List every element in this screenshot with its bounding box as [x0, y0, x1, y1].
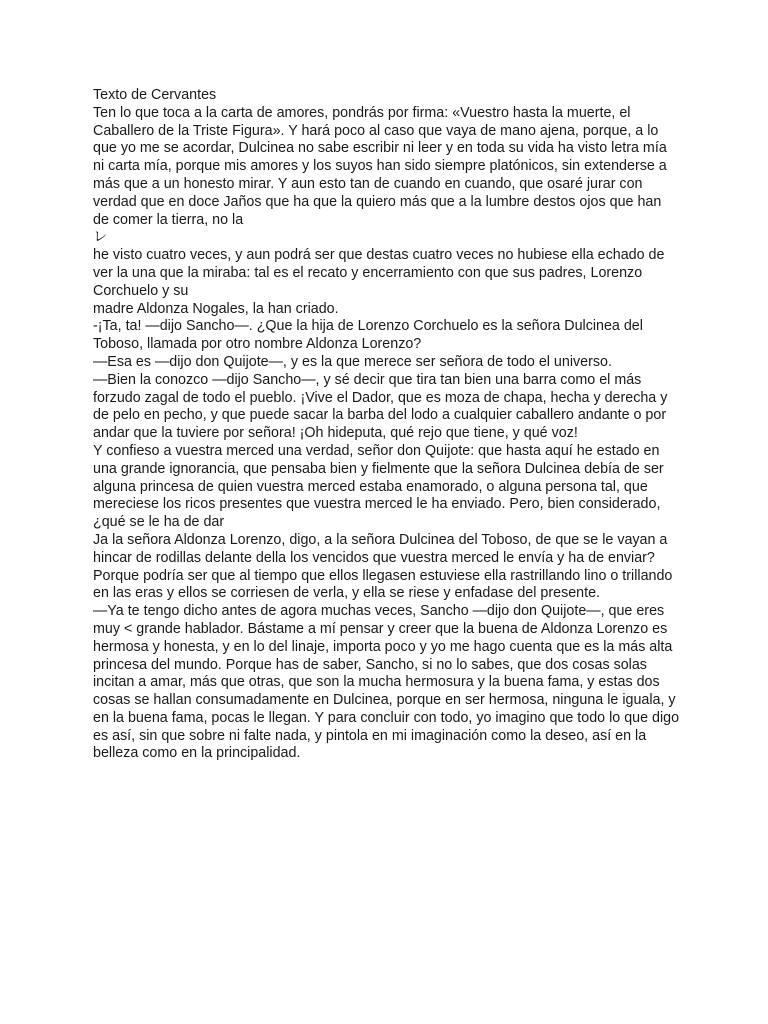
text-line: en las eras y ellos se corriesen de verla, y ella se riese y enfadase del presente.: [93, 585, 601, 602]
text-line: de pelo en pecho, y que puede sacar la barba del lodo a cualquier caballero andante o por: [93, 407, 667, 424]
text-line: -¡Ta, ta! —dijo Sancho—. ¿Que la hija de Lorenzo Corchuelo es la señora Dulcinea del: [93, 318, 643, 335]
text-line: レ: [93, 229, 108, 246]
text-line: de comer la tierra, no la: [93, 211, 244, 228]
text-line: muy < grande hablador. Bástame a mí pensar y creer que la buena de Aldonza Lorenzo es: [93, 620, 668, 637]
text-line: ni carta mía, porque mis amores y los suyos han sido siempre platónicos, sin extenderse a: [93, 158, 667, 175]
text-line: Caballero de la Triste Figura». Y hará poco al caso que vaya de mano ajena, porque, a lo: [93, 122, 659, 139]
text-line: en la buena fama, pocas le llegan. Y para concluir con todo, yo imagino que todo lo que digo: [93, 709, 680, 726]
text-line: Ten lo que toca a la carta de amores, pondrás por firma: «Vuestro hasta la muerte, el: [93, 104, 631, 121]
text-line: más que a un honesto mirar. Y aun esto tan de cuando en cuando, que osaré jurar con: [93, 175, 643, 192]
text-line: es así, sin que sobre ni falte nada, y pintola en mi imaginación como la deseo, así en la: [93, 727, 647, 744]
text-line: Toboso, llamada por otro nombre Aldonza Lorenzo?: [93, 336, 422, 353]
text-line: hincar de rodillas delante della los vencidos que vuestra merced le envía y ha de enviar?: [93, 549, 655, 566]
text-line: forzudo zagal de todo el pueblo. ¡Vive el Dador, que es moza de chapa, hecha y derecha y: [93, 389, 668, 406]
text-line: ver la una que la miraba: tal es el recato y encerramiento con que sus padres, Lorenzo: [93, 264, 643, 281]
text-line: —Ya te tengo dicho antes de agora muchas veces, Sancho —dijo don Quijote—, que eres: [93, 603, 665, 620]
text-line: madre Aldonza Nogales, la han criado.: [93, 300, 339, 317]
text-line: verdad que en doce Jaños que ha que la quiero más que a la lumbre destos ojos que han: [93, 193, 662, 210]
text-line: ¿qué se le ha de dar: [93, 514, 225, 531]
text-line: cosas se hallan consumadamente en Dulcinea, porque en ser hermosa, ninguna le iguala, y: [93, 692, 676, 709]
text-line: he visto cuatro veces, y aun podrá ser que destas cuatro veces no hubiese ella echado de: [93, 247, 665, 264]
text-line: incitan a amar, más que otras, que son la mucha hermosura y la buena fama, y estas dos: [93, 674, 660, 691]
text-line: Porque podría ser que al tiempo que ellos llegasen estuviese ella rastrillando lino o trillando: [93, 567, 673, 584]
text-line: —Bien la conozco —dijo Sancho—, y sé decir que tira tan bien una barra como el más: [93, 371, 642, 388]
document-title: Texto de Cervantes: [93, 87, 217, 103]
text-line: mereciese los ricos presentes que vuestra merced le ha enviado. Pero, bien considerado,: [93, 496, 661, 513]
text-line: princesa del mundo. Porque has de saber, Sancho, si no lo sabes, que dos cosas solas: [93, 656, 647, 673]
text-line: alguna princesa de quien vuestra merced estaba enamorado, o alguna persona tal, que: [93, 478, 648, 495]
text-line: andar que la tuviere por señora! ¡Oh hideputa, qué rejo que tiene, y qué voz!: [93, 425, 578, 442]
text-line: Ja la señora Aldonza Lorenzo, digo, a la señora Dulcinea del Toboso, de que se le vayan a: [93, 531, 668, 548]
text-line: que yo me se acordar, Dulcinea no sabe escribir ni leer y en toda su vida ha visto letra mía: [93, 140, 667, 157]
text-line: una grande ignorancia, que pensaba bien y fielmente que la señora Dulcinea debía de ser: [93, 460, 664, 477]
text-line: Y confieso a vuestra merced una verdad, señor don Quijote: que hasta aquí he estado en: [93, 442, 660, 459]
text-line: Corchuelo y su: [93, 282, 189, 299]
document-page: [93, 87, 693, 763]
text-line: belleza como en la principalidad.: [93, 745, 301, 762]
text-line: hermosa y honesta, y en lo del linaje, importa poco y yo me hago cuenta que es la más alta: [93, 638, 673, 655]
text-line: —Esa es —dijo don Quijote—, y es la que merece ser señora de todo el universo.: [93, 353, 612, 370]
